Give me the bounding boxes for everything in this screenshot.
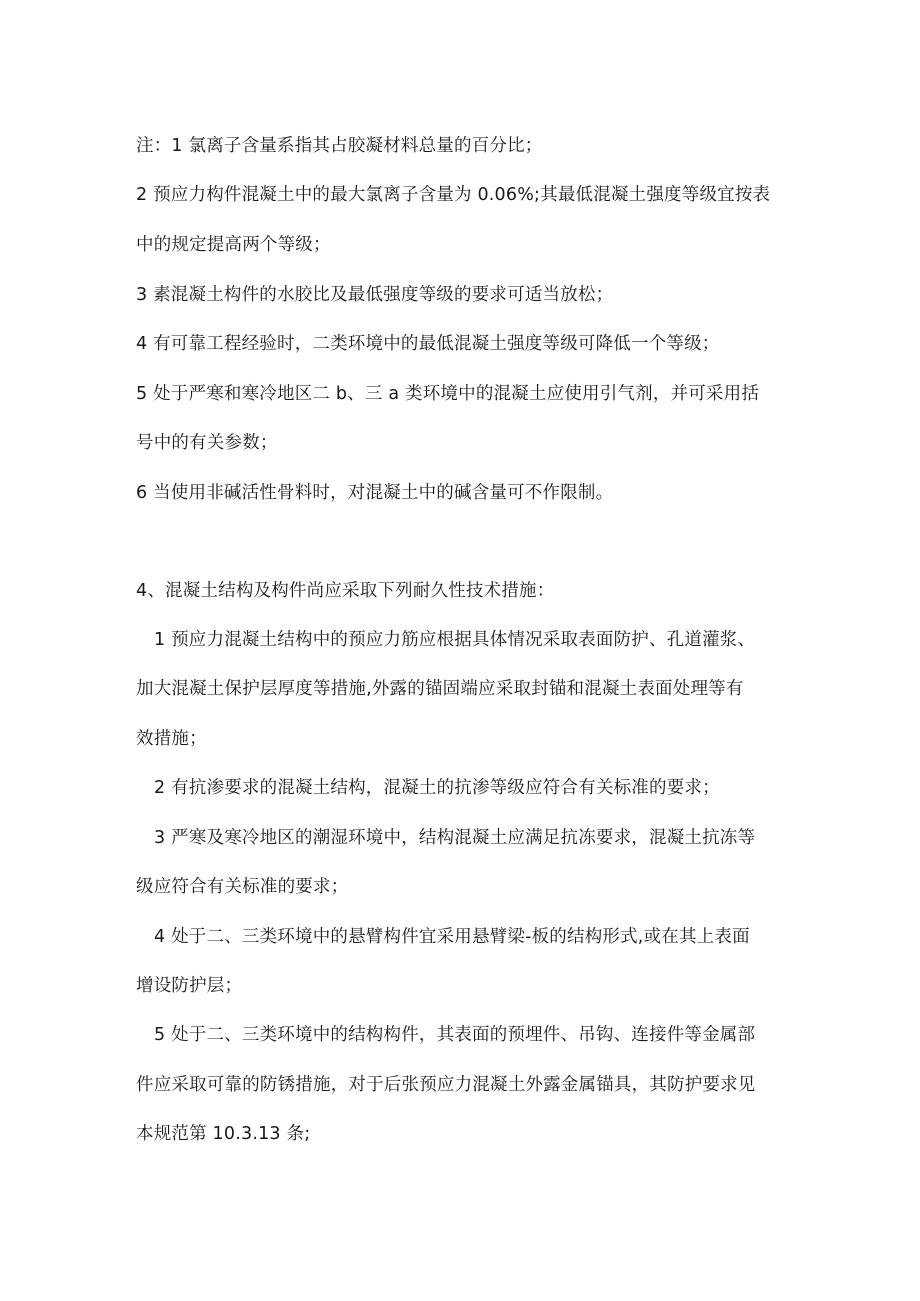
note-6: 6 当使用非碱活性骨料时，对混凝土中的碱含量可不作限制。 (136, 483, 614, 503)
section-4-item-4-line-1: 4 处于二、三类环境中的悬臂构件宜采用悬臂梁-板的结构形式,或在其上表面 (154, 927, 750, 947)
section-4-item-2: 2 有抗渗要求的混凝土结构，混凝土的抗渗等级应符合有关标准的要求； (154, 778, 720, 798)
section-4-item-3-line-2: 级应符合有关标准的要求； (136, 877, 349, 897)
note-5-line-2: 号中的有关参数； (136, 433, 278, 453)
section-4-item-1-line-2: 加大混凝土保护层厚度等措施,外露的锚固端应采取封锚和混凝土表面处理等有 (136, 679, 744, 699)
section-4-item-1-line-1: 1 预应力混凝土结构中的预应力筋应根据具体情况采取表面防护、孔道灌浆、 (154, 630, 756, 650)
note-1: 注：1 氯离子含量系指其占胶凝材料总量的百分比； (136, 136, 543, 156)
note-2-line-2: 中的规定提高两个等级； (136, 235, 331, 255)
section-4-item-1-line-3: 效措施； (136, 729, 207, 749)
note-5-line-1: 5 处于严寒和寒冷地区二 b、三 a 类环境中的混凝土应使用引气剂，并可采用括 (136, 384, 760, 404)
section-4-heading: 4、混凝土结构及构件尚应采取下列耐久性技术措施： (136, 581, 555, 601)
section-4-item-5-line-1: 5 处于二、三类环境中的结构构件，其表面的预埋件、吊钩、连接件等金属部 (154, 1025, 756, 1045)
note-2-line-1: 2 预应力构件混凝土中的最大氯离子含量为 0.06%;其最低混凝土强度等级宜按表 (136, 185, 771, 205)
note-4: 4 有可靠工程经验时，二类环境中的最低混凝土强度等级可降低一个等级； (136, 334, 720, 354)
section-4-item-4-line-2: 增设防护层； (136, 976, 243, 996)
note-3: 3 素混凝土构件的水胶比及最低强度等级的要求可适当放松； (136, 285, 614, 305)
section-4-item-5-line-2: 件应采取可靠的防锈措施，对于后张预应力混凝土外露金属锚具，其防护要求见 (136, 1075, 756, 1095)
section-4-item-3-line-1: 3 严寒及寒冷地区的潮湿环境中，结构混凝土应满足抗冻要求，混凝土抗冻等 (154, 828, 756, 848)
section-4-item-5-line-3: 本规范第 10.3.13 条; (136, 1124, 311, 1144)
